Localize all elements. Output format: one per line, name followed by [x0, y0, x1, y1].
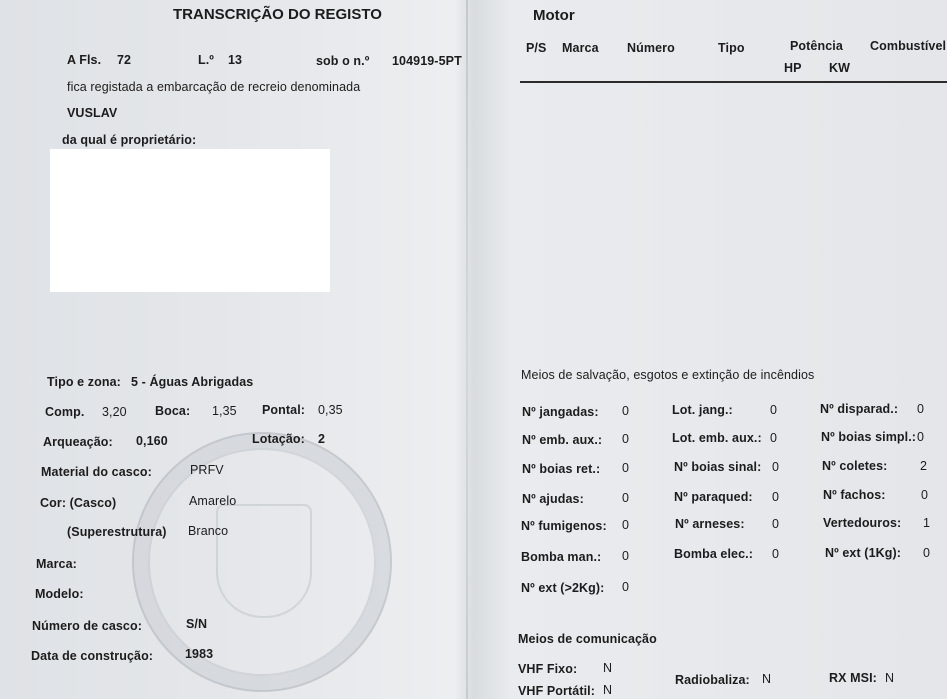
comm-title: Meios de comunicação: [518, 632, 657, 646]
superestrutura-value: Branco: [188, 524, 229, 538]
lot-jang-value: 0: [770, 403, 778, 417]
motor-header-kw: KW: [829, 61, 851, 75]
livro-value: 13: [228, 53, 243, 67]
cor-casco-value: Amarelo: [189, 494, 237, 508]
data-construcao-value: 1983: [185, 647, 214, 661]
rx-msi-label: RX MSI:: [829, 671, 877, 685]
safety-title: Meios de salvação, esgotos e extinção de incêndios: [521, 368, 815, 382]
fachos-label: Nº fachos:: [823, 488, 886, 502]
motor-header-rule: [520, 81, 947, 83]
disparad-label: Nº disparad.:: [820, 402, 899, 416]
page-fold: [466, 0, 468, 699]
vhf-portatil-label: VHF Portátil:: [518, 684, 595, 698]
motor-header-combustivel: Combustível: [870, 39, 947, 53]
a-fls-label: A Fls.: [67, 53, 102, 67]
ext-2kg-value: 0: [622, 580, 630, 594]
livro-label: L.º: [198, 53, 214, 67]
ext-2kg-label: Nº ext (>2Kg):: [521, 581, 605, 595]
fachos-value: 0: [921, 488, 929, 502]
vhf-fixo-value: N: [603, 661, 613, 675]
boias-ret-value: 0: [622, 461, 630, 475]
coletes-value: 2: [920, 459, 928, 473]
motor-title: Motor: [533, 7, 575, 24]
owner-label: da qual é proprietário:: [62, 133, 197, 147]
boias-simpl-value: 0: [917, 430, 925, 444]
jangadas-value: 0: [622, 404, 630, 418]
ext-1kg-label: Nº ext (1Kg):: [825, 546, 902, 560]
data-construcao-label: Data de construção:: [31, 649, 154, 663]
ajudas-label: Nº ajudas:: [522, 492, 584, 506]
sob-label: sob o n.º: [316, 54, 370, 68]
arqueacao-label: Arqueação:: [43, 435, 113, 449]
motor-header-marca: Marca: [562, 41, 599, 55]
boias-sinal-label: Nº boias sinal:: [674, 460, 762, 474]
motor-header-hp: HP: [784, 61, 802, 75]
lotacao-value: 2: [318, 432, 326, 446]
vhf-fixo-label: VHF Fixo:: [518, 662, 578, 676]
boias-sinal-value: 0: [772, 460, 780, 474]
bomba-elec-value: 0: [772, 547, 780, 561]
emb-aux-value: 0: [622, 432, 630, 446]
vertedouros-label: Vertedouros:: [823, 516, 902, 530]
paraqued-value: 0: [772, 490, 780, 504]
cor-casco-label: Cor: (Casco): [40, 496, 117, 510]
motor-header-potencia: Potência: [790, 39, 843, 53]
marca-label: Marca:: [36, 557, 77, 571]
material-value: PRFV: [190, 463, 224, 477]
ext-1kg-value: 0: [923, 546, 931, 560]
arneses-label: Nº arneses:: [675, 517, 745, 531]
arneses-value: 0: [772, 517, 780, 531]
numero-casco-label: Número de casco:: [32, 619, 142, 633]
disparad-value: 0: [917, 402, 925, 416]
lotacao-label: Lotação:: [252, 432, 305, 446]
motor-header-tipo: Tipo: [718, 41, 745, 55]
rx-msi-value: N: [885, 671, 895, 685]
sob-value: 104919-5PT: [392, 54, 462, 68]
pontal-value: 0,35: [318, 403, 343, 417]
jangadas-label: Nº jangadas:: [522, 405, 599, 419]
tipo-zona-label: Tipo e zona:: [47, 375, 121, 389]
bomba-man-value: 0: [622, 549, 630, 563]
pontal-label: Pontal:: [262, 403, 306, 417]
lot-emb-aux-value: 0: [770, 431, 778, 445]
fumigenos-value: 0: [622, 518, 630, 532]
radiobaliza-value: N: [762, 672, 772, 686]
embossed-seal: [132, 432, 392, 692]
modelo-label: Modelo:: [35, 587, 84, 601]
vessel-name: VUSLAV: [67, 106, 118, 120]
emb-aux-label: Nº emb. aux.:: [522, 433, 603, 447]
vhf-portatil-value: N: [603, 683, 613, 697]
lot-jang-label: Lot. jang.:: [672, 403, 733, 417]
boca-value: 1,35: [212, 404, 237, 418]
arqueacao-value: 0,160: [136, 434, 168, 448]
bomba-man-label: Bomba man.:: [521, 550, 602, 564]
registered-text: fica registada a embarcação de recreio denominada: [67, 80, 361, 94]
boias-ret-label: Nº boias ret.:: [522, 462, 601, 476]
motor-header-numero: Número: [627, 41, 675, 55]
left-page-title: TRANSCRIÇÃO DO REGISTO: [173, 6, 382, 23]
fumigenos-label: Nº fumigenos:: [521, 519, 607, 533]
superestrutura-label: (Superestrutura): [67, 525, 167, 539]
coletes-label: Nº coletes:: [822, 459, 888, 473]
boias-simpl-label: Nº boias simpl.:: [821, 430, 917, 444]
motor-header-ps: P/S: [526, 41, 547, 55]
a-fls-value: 72: [117, 53, 132, 67]
vertedouros-value: 1: [923, 516, 931, 530]
lot-emb-aux-label: Lot. emb. aux.:: [672, 431, 762, 445]
paraqued-label: Nº paraqued:: [674, 490, 753, 504]
numero-casco-value: S/N: [186, 617, 208, 631]
owner-redaction: [50, 149, 330, 292]
seal-shield-icon: [216, 504, 312, 618]
material-label: Material do casco:: [41, 465, 152, 479]
comp-value: 3,20: [102, 405, 127, 419]
boca-label: Boca:: [155, 404, 191, 418]
radiobaliza-label: Radiobaliza:: [675, 673, 750, 687]
comp-label: Comp.: [45, 405, 85, 419]
bomba-elec-label: Bomba elec.:: [674, 547, 754, 561]
tipo-zona-value: 5 - Águas Abrigadas: [131, 375, 254, 389]
ajudas-value: 0: [622, 491, 630, 505]
